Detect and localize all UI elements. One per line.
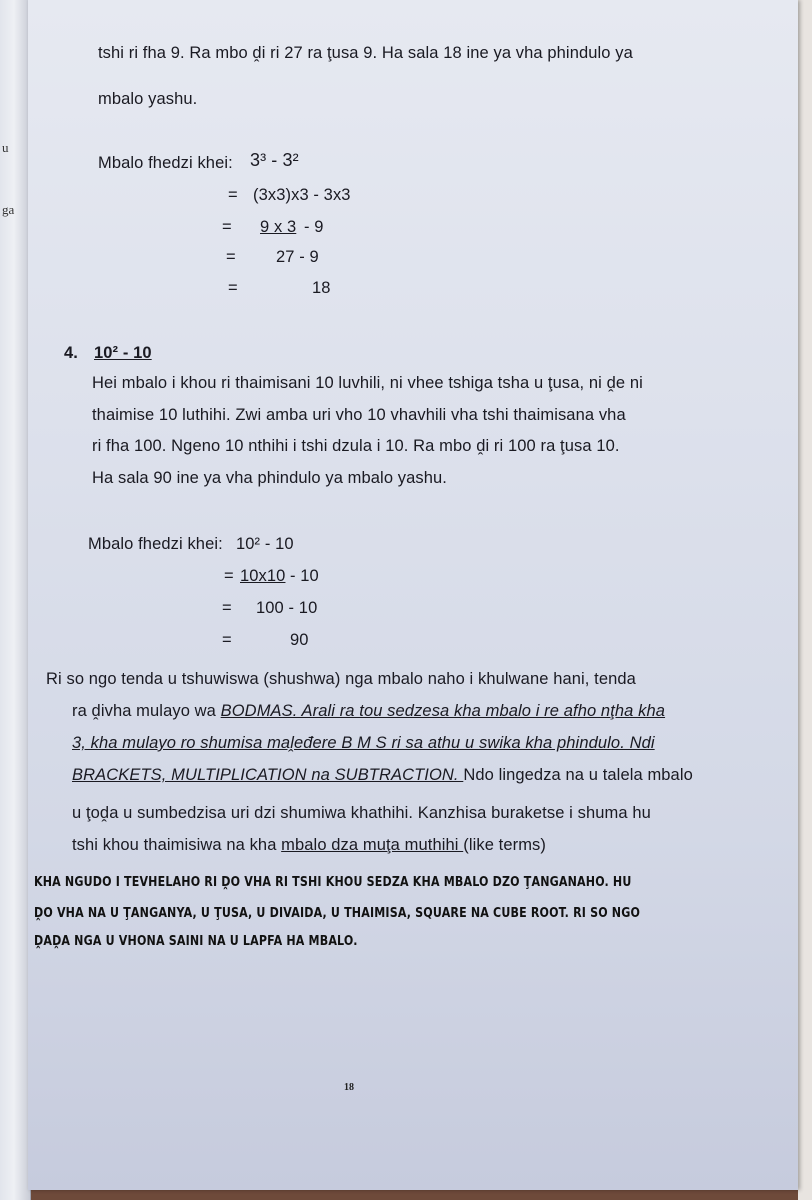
caps-note-line: ḒAḒA NGA U VHONA SAINI NA U LAPFA HA MBALO. — [34, 933, 358, 949]
caps-note-line: ḒO VHA NA U ŢANGANYA, U ŢUSA, U DIVAIDA, U THAIMISA, SQUARE NA CUBE ROOT. RI SO NGO — [34, 905, 641, 921]
bodmas-emphasis: BODMAS. Arali ra tou sedzesa kha mbalo i re afho nţha kha — [220, 702, 666, 720]
margin-fragment: u — [2, 140, 9, 155]
margin-fragment: ga — [2, 202, 15, 217]
work-expression: 10² - 10 — [236, 535, 294, 553]
work-step: - 9 — [304, 218, 324, 236]
work-step: 90 — [290, 631, 309, 649]
work-step-underlined: 10x10 — [240, 567, 286, 585]
section-line: thaimise 10 luthihi. Zwi amba uri vho 10 vhavhili vha tshi thaimisana vha — [92, 406, 626, 424]
equals-sign: = — [228, 279, 238, 297]
work-step: 18 — [312, 279, 331, 297]
section-heading: 10² - 10 — [94, 344, 152, 362]
like-terms-underlined: mbalo dza muţa muthihi — [281, 836, 464, 854]
work-label: Mbalo fhedzi khei: — [88, 535, 223, 553]
section-number: 4. — [64, 344, 78, 362]
work-step: - 10 — [290, 567, 319, 585]
work-step: 27 - 9 — [276, 248, 319, 266]
work-step: (3x3)x3 - 3x3 — [253, 186, 351, 204]
book-page — [28, 0, 798, 1190]
equals-sign: = — [222, 599, 232, 617]
work-label: Mbalo fhedzi khei: — [98, 154, 233, 172]
page-number: 18 — [344, 1082, 354, 1093]
caps-note-line: KHA NGUDO I TEVHELAHO RI ḒO VHA RI TSHI KHOU SEDZA KHA MBALO DZO ŢANGANAHO. HU — [34, 874, 632, 890]
paragraph-text: (like terms) — [463, 836, 547, 854]
equals-sign: = — [226, 248, 236, 266]
paragraph-line — [72, 836, 546, 855]
paragraph-text: tshi khou thaimisiwa na kha — [72, 836, 282, 854]
paragraph-text: ra ḓivha mulayo wa — [72, 702, 221, 720]
intro-line: tshi ri fha 9. Ra mbo ḓi ri 27 ra ţusa 9. Ha sala 18 ine ya vha phindulo ya — [98, 44, 633, 62]
work-expression: 3³ - 3² — [250, 150, 299, 170]
paragraph-line: Ri so ngo tenda u tshuwiswa (shushwa) nga mbalo naho i khulwane hani, tenda — [46, 670, 636, 688]
previous-page-edge — [0, 0, 31, 1200]
paragraph-text: Ndo lingedza na u talela mbalo — [463, 766, 693, 784]
section-line: Ha sala 90 ine ya vha phindulo ya mbalo yashu. — [92, 469, 447, 487]
next-page-edge — [798, 0, 812, 1200]
equals-sign: = — [228, 186, 238, 204]
equals-sign: = — [224, 567, 234, 585]
paragraph-line — [72, 702, 665, 721]
equals-sign: = — [222, 218, 232, 236]
work-step: 100 - 10 — [256, 599, 318, 617]
equals-sign: = — [222, 631, 232, 649]
section-line: Hei mbalo i khou ri thaimisani 10 luvhili, ni vhee tshiga tsha u ţusa, ni ḓe ni — [92, 374, 643, 392]
bms-expansion: BRACKETS, MULTIPLICATION na SUBTRACTION. — [72, 766, 464, 784]
paragraph-line: 3, kha mulayo ro shumisa maḽeđere B M S ri sa athu u swika kha phindulo. Ndi — [72, 734, 655, 752]
intro-line: mbalo yashu. — [98, 90, 198, 108]
paragraph-line — [72, 766, 693, 785]
paragraph-line: u ţoḓa u sumbedzisa uri dzi shumiwa khathihi. Kanzhisa buraketse i shuma hu — [72, 804, 651, 822]
section-line: ri fha 100. Ngeno 10 nthihi i tshi dzula i 10. Ra mbo ḓi ri 100 ra ţusa 10. — [92, 437, 620, 455]
work-step-underlined: 9 x 3 — [260, 218, 297, 236]
